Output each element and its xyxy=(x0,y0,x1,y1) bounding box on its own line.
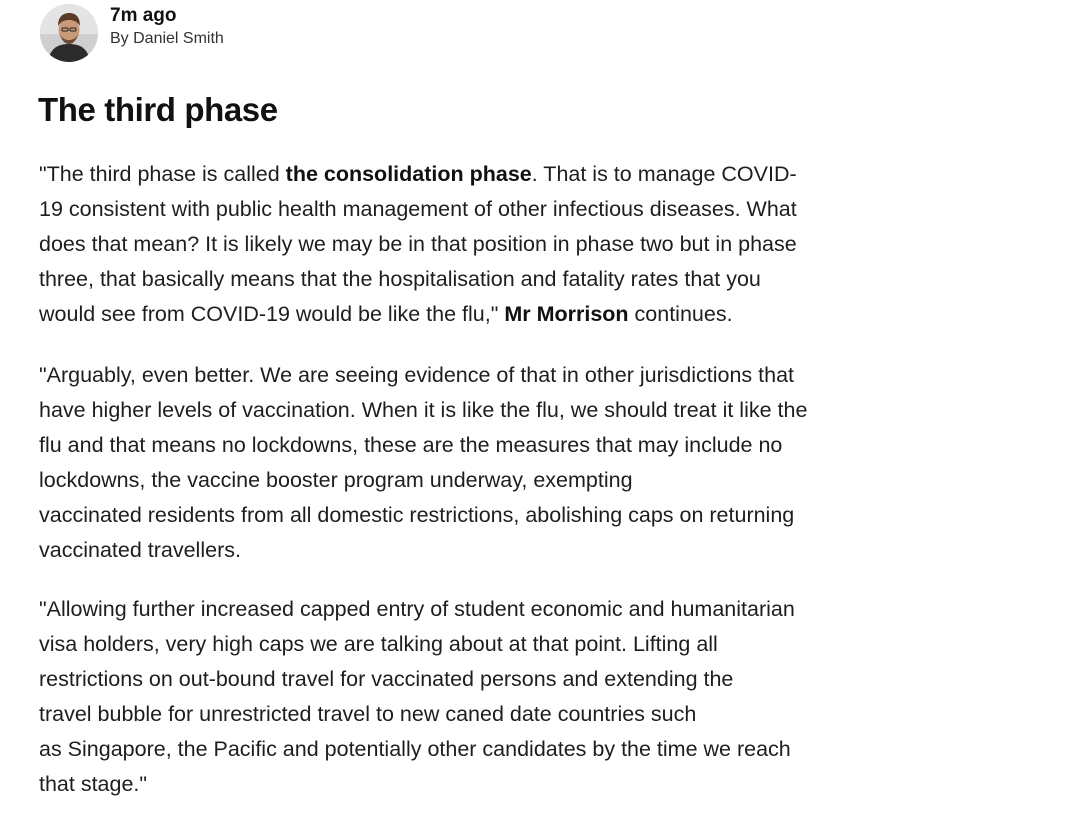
byline-meta xyxy=(110,4,224,50)
author-photo-icon xyxy=(40,4,98,62)
paragraph-line xyxy=(39,393,807,428)
text-run: visa holders, very high caps we are talking about at that point. Lifting all xyxy=(39,632,718,656)
paragraph-line xyxy=(39,157,797,192)
text-run: have higher levels of vaccination. When it is like the flu, we should treat it like the xyxy=(39,398,808,422)
paragraph-line xyxy=(39,297,797,332)
text-run: continues. xyxy=(628,302,733,326)
text-run: vaccinated travellers. xyxy=(39,538,241,562)
bold-phrase: Mr Morrison xyxy=(504,302,629,326)
post-paragraph-3 xyxy=(39,592,795,802)
paragraph-line xyxy=(39,428,807,463)
post-author: By Daniel Smith xyxy=(110,30,224,47)
text-run: "The third phase is called xyxy=(39,162,286,186)
paragraph-line xyxy=(39,227,797,262)
text-run: . That is to manage COVID- xyxy=(531,162,797,186)
post-timestamp: 7m ago xyxy=(110,5,177,26)
text-run: "Arguably, even better. We are seeing evidence of that in other jurisdictions that xyxy=(39,363,794,387)
text-run: restrictions on out-bound travel for vaccinated persons and extending the xyxy=(39,667,734,691)
text-run: vaccinated residents from all domestic restrictions, abolishing caps on returning xyxy=(39,503,795,527)
paragraph-line xyxy=(39,697,795,732)
paragraph-line xyxy=(39,262,797,297)
text-run: would see from COVID-19 would be like the flu," xyxy=(39,302,505,326)
paragraph-line xyxy=(39,533,807,568)
post-paragraph-2 xyxy=(39,358,807,568)
post-byline xyxy=(40,3,224,63)
post-paragraph-1 xyxy=(39,157,797,332)
paragraph-line xyxy=(39,767,795,802)
bold-phrase: the consolidation phase xyxy=(285,162,532,186)
paragraph-line xyxy=(39,192,797,227)
author-avatar xyxy=(40,4,98,62)
paragraph-line xyxy=(39,662,795,697)
text-run: travel bubble for unrestricted travel to new caned date countries such xyxy=(39,702,697,726)
paragraph-line xyxy=(39,592,795,627)
text-run: flu and that means no lockdowns, these are the measures that may include no xyxy=(39,433,783,457)
text-run: lockdowns, the vaccine booster program underway, exempting xyxy=(39,468,633,492)
text-run: that stage." xyxy=(39,772,148,796)
text-run: three, that basically means that the hospitalisation and fatality rates that you xyxy=(39,267,761,291)
post-headline: The third phase xyxy=(38,91,278,128)
text-run: 19 consistent with public health management of other infectious diseases. What xyxy=(39,197,797,221)
text-run: "Allowing further increased capped entry of student economic and humanitarian xyxy=(39,597,795,621)
paragraph-line xyxy=(39,463,807,498)
paragraph-line xyxy=(39,498,807,533)
text-run: does that mean? It is likely we may be in that position in phase two but in phase xyxy=(39,232,797,256)
paragraph-line xyxy=(39,358,807,393)
text-run: as Singapore, the Pacific and potentially other candidates by the time we reach xyxy=(39,737,791,761)
paragraph-line xyxy=(39,627,795,662)
paragraph-line xyxy=(39,732,795,767)
